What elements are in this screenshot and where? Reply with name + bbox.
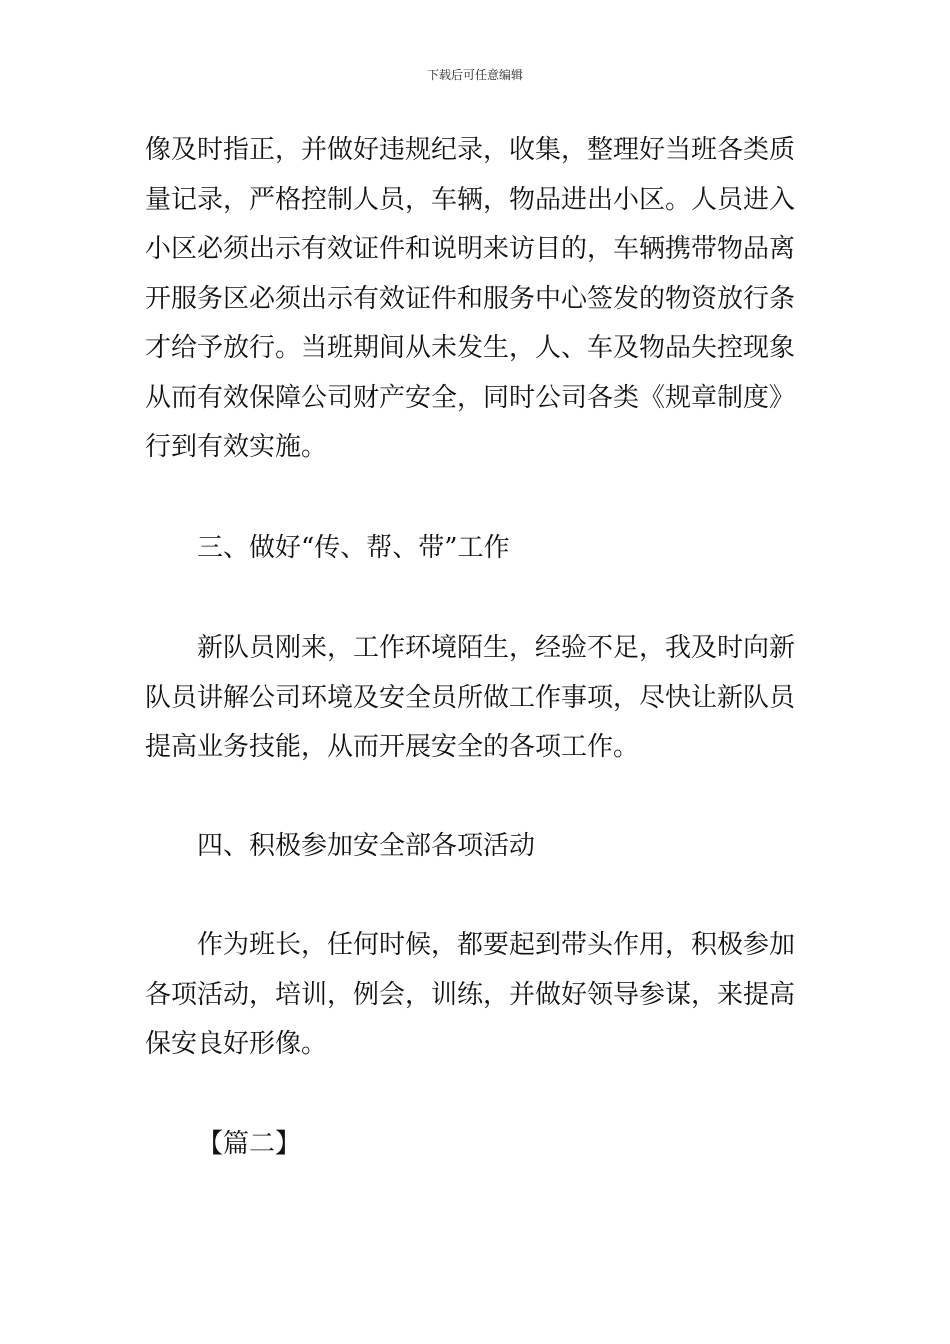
section-title-text: 【篇二】	[197, 1129, 302, 1159]
text-line: 队员讲解公司环境及安全员所做工作事项，尽快让新队员	[145, 682, 796, 713]
section-2-title	[145, 1120, 807, 1170]
heading-text: 三、做好“传、帮、带”工作	[197, 533, 510, 563]
text-line: 各项活动，培训，例会，训练，并做好领导参谋，来提高	[145, 979, 796, 1010]
page-header-note: 下载后可任意编辑	[426, 68, 523, 82]
text-line: 量记录，严格控制人员，车辆，物品进出小区。人员进入	[145, 184, 796, 215]
paragraph-security-duties	[145, 126, 807, 473]
text-line: 开服务区必须出示有效证件和服务中心签发的物资放行条	[145, 283, 796, 314]
text-line: 从而有效保障公司财产安全，同时公司各类《规章制度》	[145, 382, 796, 413]
text-line: 新队员刚来，工作环境陌生，经验不足，我及时向新	[197, 633, 796, 663]
text-line: 作为班长，任何时候，都要起到带头作用，积极参加	[197, 930, 796, 960]
section-heading-4	[145, 822, 807, 872]
text-line: 像及时指正，并做好违规纪录，收集，整理好当班各类质	[145, 135, 796, 165]
heading-text: 四、积极参加安全部各项活动	[197, 831, 536, 861]
text-line: 提高业务技能，从而开展安全的各项工作。	[145, 732, 640, 762]
text-line: 行到有效实施。	[145, 432, 328, 462]
text-line: 保安良好形像。	[145, 1029, 328, 1059]
text-line: 小区必须出示有效证件和说明来访目的，车辆携带物品离	[145, 234, 796, 264]
paragraph-mentoring	[145, 624, 807, 773]
text-line: 才给予放行。当班期间从未发生，人、车及物品失控现象	[145, 333, 796, 363]
paragraph-activities	[145, 921, 807, 1070]
section-heading-3	[145, 524, 807, 574]
